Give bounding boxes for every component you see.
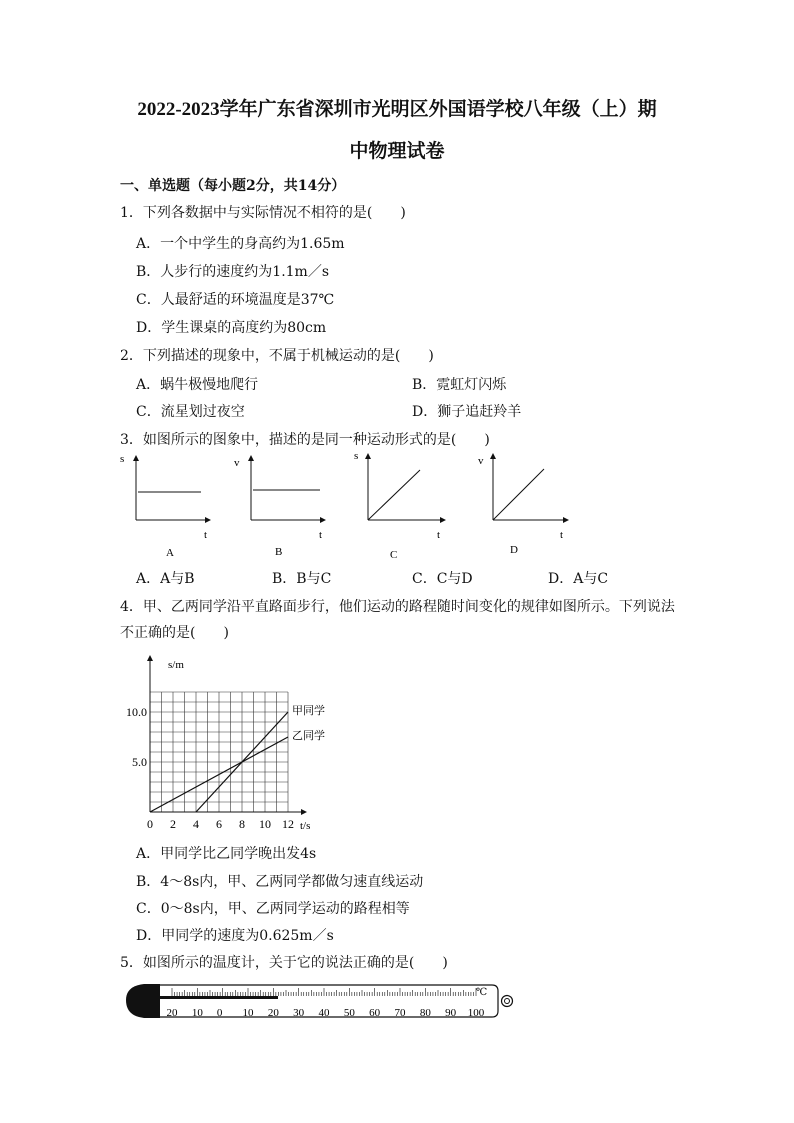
chart-y-axis-label: s/m <box>168 659 184 671</box>
graph-a-ylabel: s <box>120 453 125 465</box>
q3-motion-graphs <box>110 448 590 566</box>
thermometer-figure <box>120 978 520 1026</box>
q3-option-b: B．B与C <box>272 571 332 587</box>
scale-label: 10 <box>191 1007 203 1019</box>
q1-option-c: C．人最舒适的环境温度是37℃ <box>136 292 335 308</box>
scale-label: 50 <box>343 1007 355 1019</box>
x-tick-label: 10 <box>259 817 271 831</box>
x-tick-label: 0 <box>147 817 153 831</box>
exam-title-line2: 中物理试卷 <box>349 141 445 162</box>
question-3-stem: 3．如图所示的图象中，描述的是同一种运动形式的是( ) <box>120 432 490 448</box>
scale-label: 20 <box>166 1007 178 1019</box>
q4-option-a: A．甲同学比乙同学晚出发4s <box>136 846 317 862</box>
scale-label: 0 <box>216 1007 223 1019</box>
graph-a-label: A <box>166 547 174 559</box>
scale-label: 40 <box>318 1007 330 1019</box>
scale-label: 60 <box>369 1007 381 1019</box>
graph-b-label: B <box>275 546 283 558</box>
q2-option-c: C．流星划过夜空 <box>136 404 245 420</box>
q4-option-d: D．甲同学的速度为0.625m／s <box>136 928 334 944</box>
graph-b <box>234 456 325 558</box>
thermometer-bulb <box>126 984 160 1018</box>
q2-option-b: B．霓虹灯闪烁 <box>412 377 507 393</box>
graph-c <box>354 450 445 561</box>
q3-option-a: A．A与B <box>136 571 195 587</box>
graph-d-line <box>493 469 544 520</box>
q1-option-a: A．一个中学生的身高约为1.65m <box>136 236 345 252</box>
graph-d-label: D <box>510 544 518 556</box>
graph-a-xlabel: t <box>204 529 208 541</box>
graph-b-xlabel: t <box>319 529 323 541</box>
x-tick-label: 6 <box>216 817 222 831</box>
thermometer-unit: ℃ <box>476 987 488 998</box>
graph-d <box>478 454 568 556</box>
q3-option-d: D．A与C <box>548 571 609 587</box>
y-tick-label: 10.0 <box>126 705 147 719</box>
scale-label: 70 <box>394 1007 406 1019</box>
q1-option-d: D．学生课桌的高度约为80cm <box>136 320 327 336</box>
graph-c-label: C <box>390 549 398 561</box>
q4-option-b: B．4～8s内，甲、乙两同学都做匀速直线运动 <box>136 874 424 890</box>
chart-grid <box>150 692 288 812</box>
x-tick-label: 8 <box>239 817 245 831</box>
q1-option-b: B．人步行的速度约为1.1m／s <box>136 264 330 280</box>
graph-a <box>120 453 210 559</box>
graph-c-xlabel: t <box>437 529 441 541</box>
exam-title-line1: 2022-2023学年广东省深圳市光明区外国语学校八年级（上）期 <box>137 99 657 120</box>
graph-c-ylabel: s <box>354 450 359 462</box>
y-tick-label: 5.0 <box>132 755 147 769</box>
q2-option-a: A．蜗牛极慢地爬行 <box>136 377 259 393</box>
chart-x-axis-label: t/s <box>300 820 311 832</box>
question-5-stem: 5．如图所示的温度计，关于它的说法正确的是( ) <box>120 955 448 971</box>
graph-c-line <box>368 470 420 520</box>
question-4-stem-line1: 4．甲、乙两同学沿平直路面步行，他们运动的路程随时间变化的规律如图所示。下列说法 <box>120 599 675 615</box>
scale-label: 90 <box>445 1007 457 1019</box>
q4-option-c: C．0～8s内，甲、乙两同学运动的路程相等 <box>136 901 410 917</box>
q2-option-d: D．狮子追赶羚羊 <box>412 404 522 420</box>
graph-b-ylabel: v <box>234 457 240 469</box>
series-label-0: 甲同学 <box>292 705 325 717</box>
scale-label: 20 <box>267 1007 279 1019</box>
scale-label: 100 <box>467 1007 485 1019</box>
question-1-stem: 1．下列各数据中与实际情况不相符的是( ) <box>120 205 406 221</box>
series-label-1: 乙同学 <box>292 730 325 742</box>
thermometer-liquid <box>158 996 278 999</box>
q3-option-c: C．C与D <box>412 571 473 587</box>
graph-d-ylabel: v <box>478 455 484 467</box>
scale-label: 80 <box>419 1007 431 1019</box>
section-heading: 一、单选题（每小题2分，共14分） <box>120 178 346 194</box>
scale-label: 10 <box>242 1007 254 1019</box>
question-2-stem: 2．下列描述的现象中，不属于机械运动的是( ) <box>120 348 434 364</box>
x-tick-label: 2 <box>170 817 176 831</box>
q4-distance-time-chart <box>110 648 350 838</box>
question-4-stem-line2: 不正确的是( ) <box>120 625 229 641</box>
scale-label: 30 <box>293 1007 305 1019</box>
x-tick-label: 12 <box>282 817 294 831</box>
graph-d-xlabel: t <box>560 529 564 541</box>
x-tick-label: 4 <box>193 817 199 831</box>
